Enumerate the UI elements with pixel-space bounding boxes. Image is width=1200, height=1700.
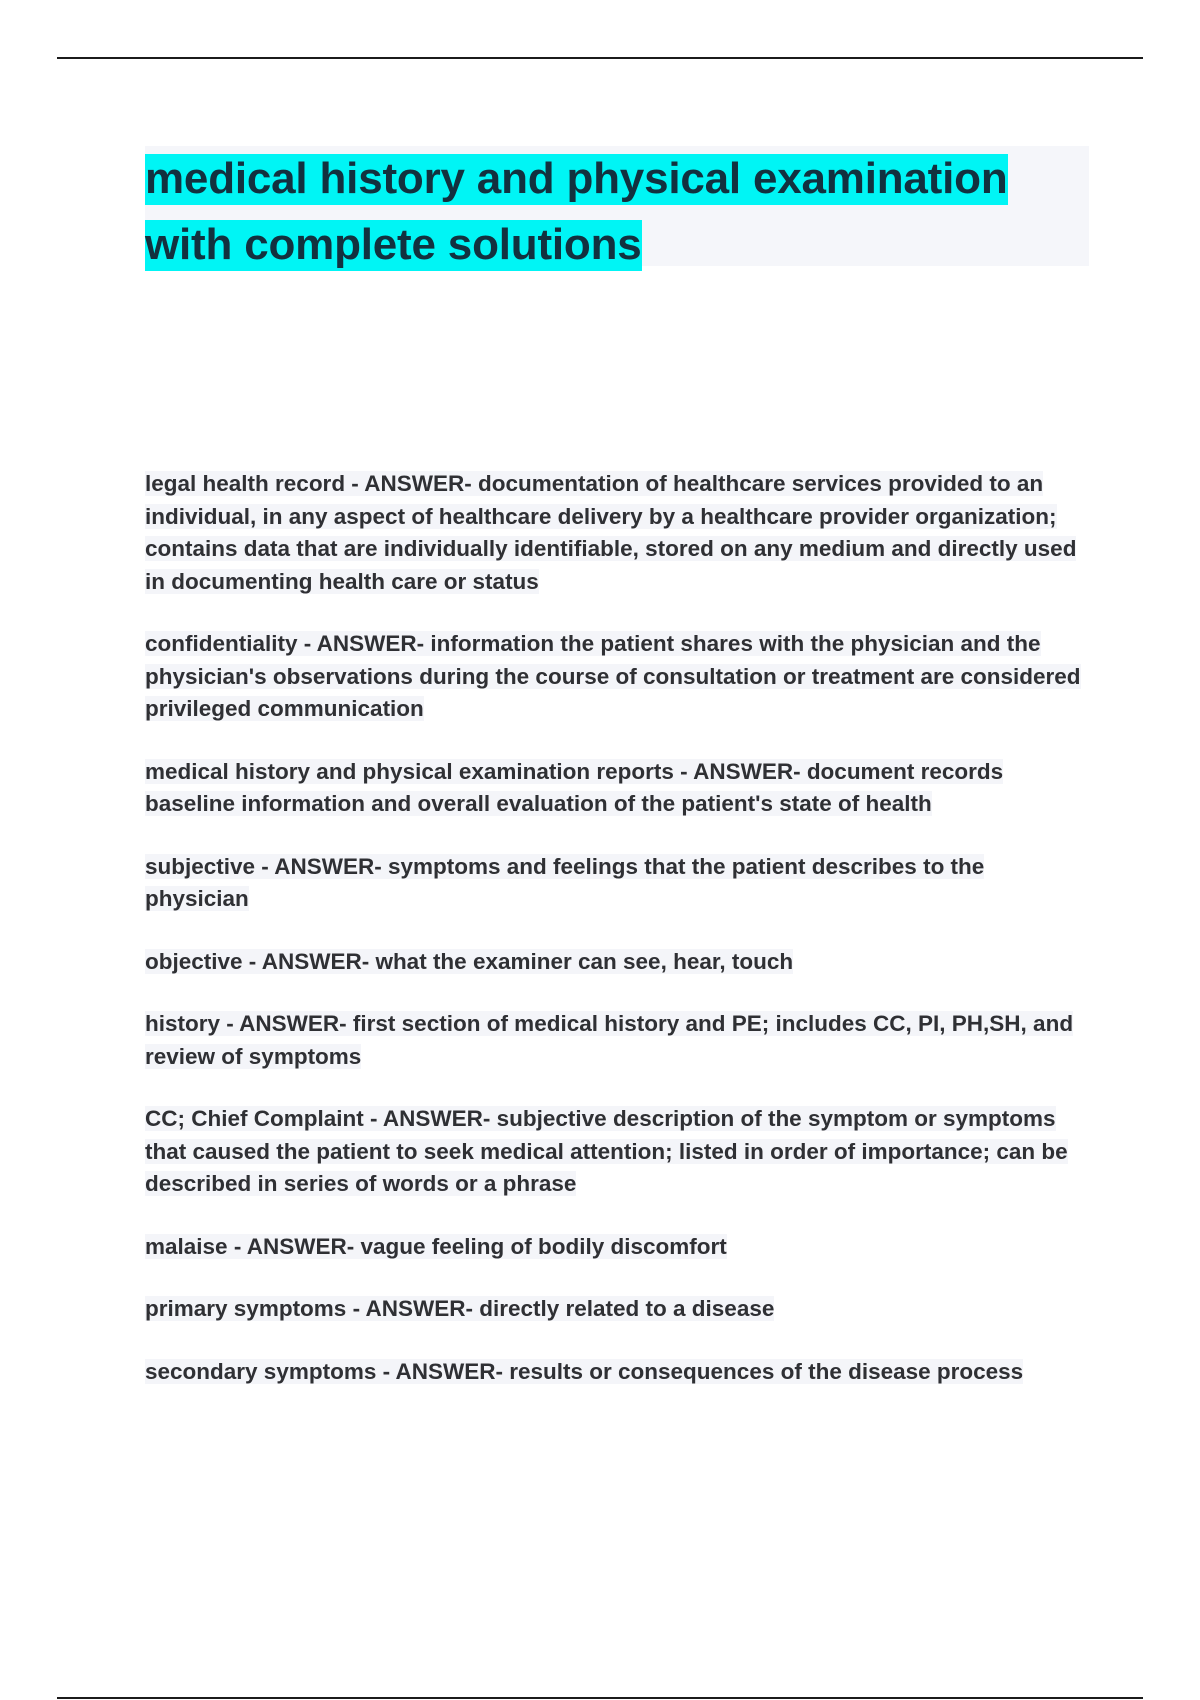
- qa-entry: [145, 468, 1085, 598]
- bottom-rule: [57, 1697, 1143, 1699]
- qa-entry-text: objective - ANSWER- what the examiner can see, hear, touch: [145, 948, 794, 974]
- qa-entry-text: primary symptoms - ANSWER- directly related to a disease: [145, 1296, 775, 1321]
- qa-entry: [145, 756, 1085, 821]
- qa-entry: [145, 851, 1085, 916]
- qa-entry: [145, 1293, 1085, 1326]
- qa-entry: [145, 1008, 1085, 1073]
- qa-entry: [145, 946, 1085, 979]
- qa-entry-text: legal health record - ANSWER- documentation of healthcare services provided to an individual, in any aspect of healthcare delivery by a healthcare provider organization; contains data that are individually identifiable, stored on any medium and directly used in documenting health care or status: [145, 471, 1077, 594]
- qa-entry-text: secondary symptoms - ANSWER- results or consequences of the disease process: [145, 1358, 1024, 1384]
- qa-entry-text: subjective - ANSWER- symptoms and feelings that the patient describes to the physician: [145, 853, 985, 911]
- qa-entry-text: medical history and physical examination reports - ANSWER- document records baseline information and overall evaluation of the patient's state of health: [145, 758, 1004, 816]
- qa-entry: [145, 628, 1085, 726]
- qa-entries: [145, 468, 1085, 1418]
- top-rule: [57, 57, 1143, 59]
- qa-entry-text: malaise - ANSWER- vague feeling of bodily discomfort: [145, 1233, 727, 1259]
- document-title: [145, 146, 1089, 278]
- qa-entry: [145, 1103, 1085, 1201]
- title-block: [145, 146, 1089, 269]
- qa-entry: [145, 1231, 1085, 1264]
- document-title-text: medical history and physical examination with complete solutions: [145, 154, 1008, 269]
- qa-entry-text: confidentiality - ANSWER- information the patient shares with the physician and the physician's observations during the course of consultation or treatment are considered privileged communication: [145, 631, 1081, 721]
- qa-entry-text: CC; Chief Complaint - ANSWER- subjective description of the symptom or symptoms that caused the patient to seek medical attention; listed in order of importance; can be described in series of words or a phrase: [145, 1106, 1068, 1196]
- qa-entry-text: history - ANSWER- first section of medical history and PE; includes CC, PI, PH,SH, and review of symptoms: [145, 1011, 1074, 1069]
- qa-entry: [145, 1356, 1085, 1389]
